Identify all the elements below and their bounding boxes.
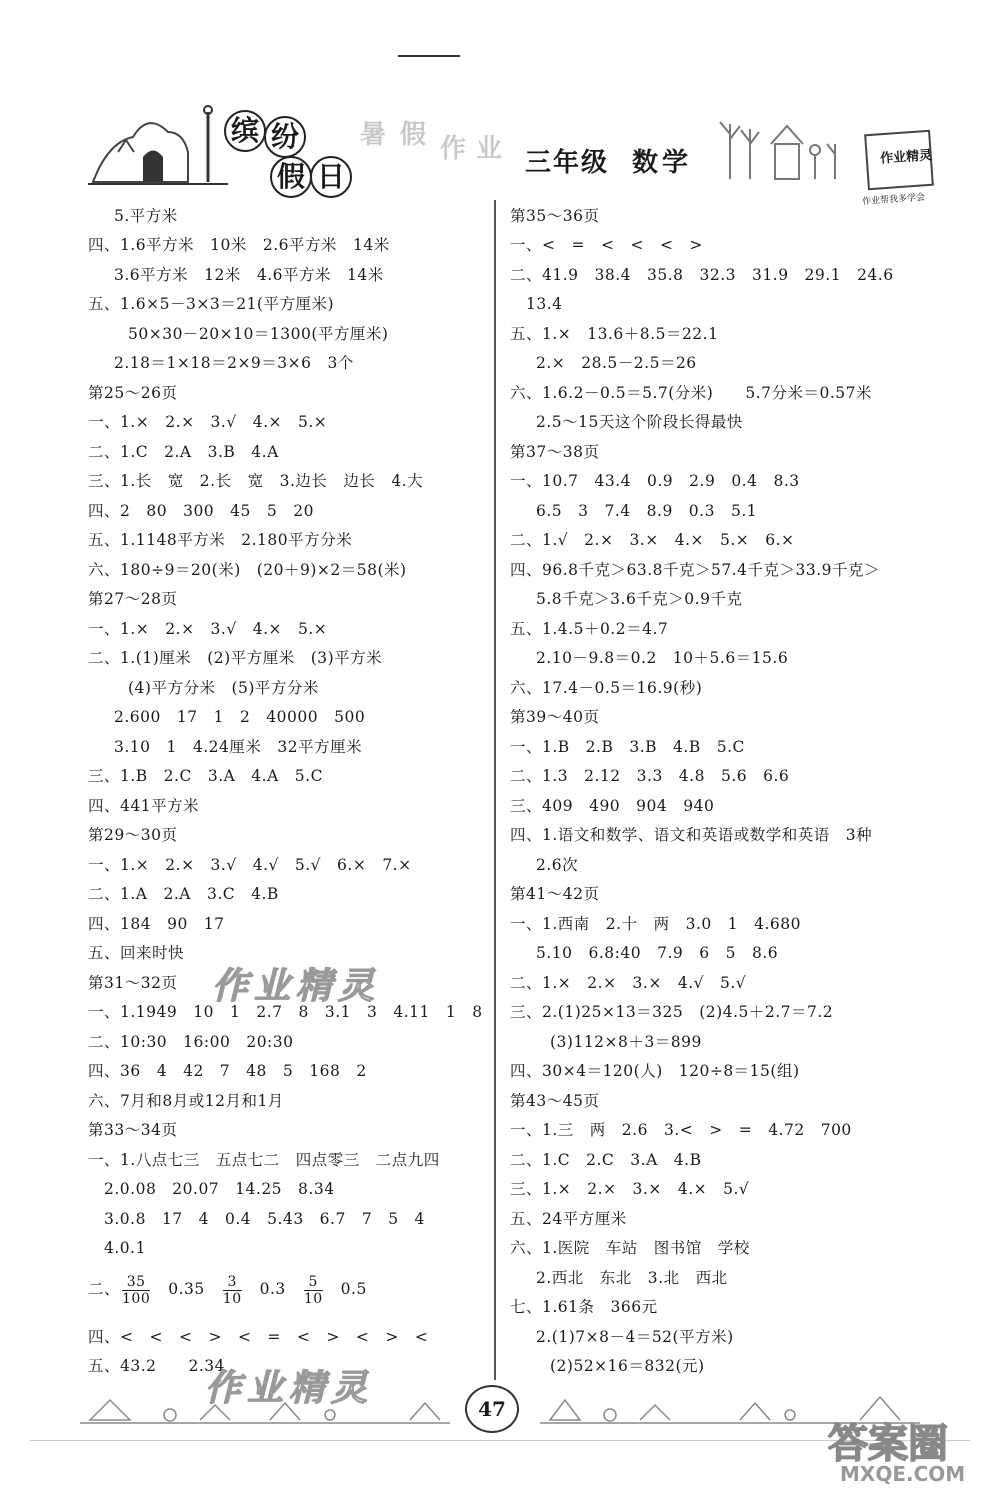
column-divider: [494, 200, 496, 1380]
answer-line: 2.6次: [536, 856, 579, 874]
answer-line: 二、41.9 38.4 35.8 32.3 31.9 29.1 24.6: [510, 266, 894, 284]
answer-line: 50×30－20×10＝1300(平方厘米): [128, 325, 389, 343]
answer-line: 2.(1)7×8－4＝52(平方米): [536, 1328, 734, 1346]
answer-line: 五、1.6×5－3×3＝21(平方厘米): [88, 295, 335, 313]
answer-line: 6.5 3 7.4 8.9 0.3 5.1: [536, 502, 758, 520]
answer-line: 2.5～15天这个阶段长得最快: [536, 413, 743, 431]
answer-line: 四、1.6平方米 10米 2.6平方米 14米: [88, 236, 390, 254]
section-heading: 第33～34页: [88, 1121, 178, 1139]
answer-line: 三、409 490 904 940: [510, 797, 715, 815]
subject-label: 数学: [632, 148, 693, 178]
answer-line: 一、10.7 43.4 0.9 2.9 0.4 8.3: [510, 472, 800, 490]
answer-line: 一、1.八点七三 五点七二 四点零三 二点九四: [88, 1151, 440, 1169]
answer-line: 六、180÷9＝20(米) (20＋9)×2＝58(米): [88, 561, 407, 579]
brand-char-1: 缤: [224, 110, 266, 152]
grade-label: 三年级: [525, 148, 610, 178]
answer-line: 五、1.× 13.6＋8.5＝22.1: [510, 325, 719, 343]
answer-line: 四、184 90 17: [88, 915, 225, 933]
answer-line: 六、17.4－0.5＝16.9(秒): [510, 679, 703, 697]
section-heading: 第31～32页: [88, 974, 178, 992]
section-heading: 第39～40页: [510, 708, 600, 726]
ghost-title-char-1: 暑: [360, 120, 387, 150]
answer-line: 二、1.C 2.A 3.B 4.A: [88, 443, 279, 461]
section-heading: 第37～38页: [510, 443, 600, 461]
answer-line: 二、1.3 2.12 3.3 4.8 5.6 6.6: [510, 767, 790, 785]
answer-line: 四、441平方米: [88, 797, 200, 815]
brand-char-4: 日: [310, 156, 352, 198]
section-heading: 第41～42页: [510, 885, 600, 903]
answer-line: 三、1.B 2.C 3.A 4.A 5.C: [88, 767, 323, 785]
answer-line: (2)52×16＝832(元): [550, 1357, 705, 1375]
answer-line: 四、30×4＝120(人) 120÷8＝15(组): [510, 1062, 800, 1080]
answer-line: 5.平方米: [114, 207, 178, 225]
answer-line: 四、2 80 300 45 5 20: [88, 502, 314, 520]
decimal-value: 0.5: [340, 1280, 367, 1298]
answer-line: 2.× 28.5－2.5＝26: [536, 354, 697, 372]
section-heading: 第35～36页: [510, 207, 600, 225]
fraction-35-100: [122, 1274, 150, 1307]
answer-line: 2.600 17 1 2 40000 500: [114, 708, 366, 726]
stamp-logo: [858, 124, 936, 208]
answer-line: 二、10:30 16:00 20:30: [88, 1033, 294, 1051]
answer-line: 四、< < < > < = < > < > <: [88, 1328, 429, 1346]
answer-line: 三、1.长 宽 2.长 宽 3.边长 边长 4.大: [88, 472, 424, 490]
corner-logo-url: MXQE.COM: [840, 1462, 966, 1486]
brand-char-2: 纷: [264, 116, 306, 158]
castle-illustration-icon: [88, 102, 228, 192]
answer-line: 四、96.8千克＞63.8千克＞57.4千克＞33.9千克＞: [510, 561, 881, 579]
answer-line: 3.10 1 4.24厘米 32平方厘米: [114, 738, 363, 756]
top-rule: [398, 55, 460, 57]
fraction-denominator: 100: [122, 1290, 151, 1307]
answer-line: 五、24平方厘米: [510, 1210, 627, 1228]
fraction-numerator: 35: [122, 1274, 150, 1291]
answer-line: 五、1.4.5＋0.2＝4.7: [510, 620, 669, 638]
fraction-denominator: 10: [222, 1290, 242, 1307]
fraction-line-prefix: 二、: [88, 1280, 121, 1298]
decimal-value: 0.3: [259, 1280, 286, 1298]
answer-line: 一、1.× 2.× 3.√ 4.× 5.×: [88, 620, 328, 638]
fraction-numerator: 5: [304, 1274, 323, 1291]
answer-line: 二、1.√ 2.× 3.× 4.× 5.× 6.×: [510, 531, 795, 549]
answer-line: 五、43.2 2.34: [88, 1357, 226, 1375]
answer-line: 一、1.西南 2.十 两 3.0 1 4.680: [510, 915, 801, 933]
answer-line: 2.18＝1×18＝2×9＝3×6 3个: [114, 354, 354, 372]
answer-line: 一、1.× 2.× 3.√ 4.√ 5.√ 6.× 7.×: [88, 856, 412, 874]
ghost-title-char-3: 作: [440, 134, 467, 164]
answer-line: 二、1.C 2.C 3.A 4.B: [510, 1151, 702, 1169]
answer-line: 一、1.× 2.× 3.√ 4.× 5.×: [88, 413, 328, 431]
corner-logo: [820, 1412, 990, 1488]
answer-line: 五、回来时快: [88, 944, 185, 962]
answer-line: 六、1.6.2－0.5＝5.7(分米) 5.7分米＝0.57米: [510, 384, 872, 402]
stamp-title: 作业精灵: [879, 148, 933, 167]
answer-line: 5.10 6.8:40 7.9 6 5 8.6: [536, 944, 779, 962]
answer-line: 二、1.A 2.A 3.C 4.B: [88, 885, 279, 903]
answer-line: 三、1.× 2.× 3.× 4.× 5.√: [510, 1180, 750, 1198]
answer-line: 三、2.(1)25×13＝325 (2)4.5＋2.7＝7.2: [510, 1003, 834, 1021]
answer-line: 4.0.1: [104, 1239, 146, 1257]
answer-line: 2.西北 东北 3.北 西北: [536, 1269, 728, 1287]
trees-illustration-icon: [715, 114, 865, 184]
answer-line: 一、1.1949 10 1 2.7 8 3.1 3 4.11 1 8: [88, 1003, 483, 1021]
watermark: 作业精灵: [212, 965, 381, 1007]
watermark: 作业精灵: [205, 1367, 374, 1409]
answer-line: 四、36 4 42 7 48 5 168 2: [88, 1062, 367, 1080]
answer-line: 七、1.61条 366元: [510, 1298, 658, 1316]
decimal-value: 0.35: [168, 1280, 205, 1298]
answer-line: 3.0.8 17 4 0.4 5.43 6.7 7 5 4: [104, 1210, 425, 1228]
stamp-subtitle: 作业帮我多学会: [861, 192, 926, 208]
answer-line: 二、1.× 2.× 3.× 4.√ 5.√: [510, 974, 747, 992]
answer-line: (3)112×8＋3＝899: [550, 1033, 702, 1051]
section-heading: 第25～26页: [88, 384, 178, 402]
ghost-title-char-2: 假: [400, 120, 427, 150]
fraction-answer-line: [88, 1270, 367, 1308]
answer-line: 六、7月和8月或12月和1月: [88, 1092, 284, 1110]
brand-char-3: 假: [270, 156, 312, 198]
answer-line: 六、1.医院 车站 图书馆 学校: [510, 1239, 750, 1257]
answer-line: 3.6平方米 12米 4.6平方米 14米: [114, 266, 384, 284]
page-header: [0, 92, 1000, 208]
fraction-5-10: [304, 1274, 323, 1307]
fraction-numerator: 3: [223, 1274, 242, 1291]
answer-line: 二、1.(1)厘米 (2)平方厘米 (3)平方米: [88, 649, 383, 667]
answer-line: 一、< = < < < >: [510, 236, 703, 254]
fraction-3-10: [223, 1274, 242, 1307]
answer-line: 一、1.B 2.B 3.B 4.B 5.C: [510, 738, 745, 756]
answer-line: 2.10－9.8＝0.2 10＋5.6＝15.6: [536, 649, 789, 667]
answer-line: 五、1.1148平方米 2.180平方分米: [88, 531, 353, 549]
fraction-denominator: 10: [303, 1290, 323, 1307]
answer-line: (4)平方分米 (5)平方分米: [128, 679, 319, 697]
section-heading: 第29～30页: [88, 826, 178, 844]
corner-logo-text: 答案圈: [828, 1420, 948, 1467]
answer-line: 13.4: [526, 295, 563, 313]
section-heading: 第43～45页: [510, 1092, 600, 1110]
section-heading: 第27～28页: [88, 590, 178, 608]
answer-line: 2.0.08 20.07 14.25 8.34: [104, 1180, 335, 1198]
page-number: 47: [465, 1385, 519, 1433]
answer-line: 一、1.三 两 2.6 3.< > = 4.72 700: [510, 1121, 852, 1139]
ghost-title-char-4: 业: [476, 134, 503, 164]
answer-line: 5.8千克＞3.6千克＞0.9千克: [536, 590, 743, 608]
answer-line: 四、1.语文和数学、语文和英语或数学和英语 3种: [510, 826, 873, 844]
